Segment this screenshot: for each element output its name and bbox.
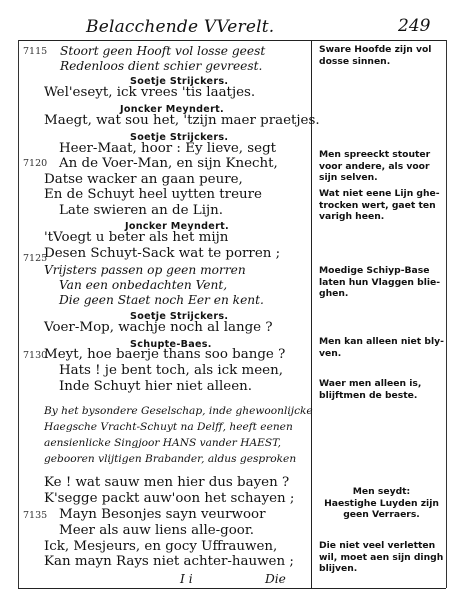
verse-line: Inde Schuyt hier niet alleen. [59,379,253,394]
verse-line: Meer als auw liens alle-goor. [59,523,255,538]
margin-note: Die niet veel verletten wil, moet aen sijn dingh blijven. [319,540,444,574]
margin-note: Wat niet eene Lijn ghe- trocken wert, gaet ten varigh heen. [319,188,440,222]
verse-line: Voer-Mop, wachje noch al lange ? [44,320,273,335]
line-number: 7130 [23,350,48,361]
margin-note: Men kan alleen niet bly- ven. [319,336,444,359]
line-number: 7135 [23,510,48,521]
margin-note: Sware Hoofde zijn vol dosse sinnen. [319,44,432,67]
page-number: 249 [398,16,431,36]
verse-line: An de Voer-Man, en sijn Knecht, [59,156,278,171]
verse-line: Desen Schuyt-Sack wat te porren ; [44,246,281,261]
line-number: 7125 [23,253,48,264]
frame-rule-right [446,40,447,588]
prose-line: Haegsche Vracht-Schuyt na Delff, heeft eenen [44,421,293,433]
verse-line: Van een onbedachten Vent, [59,278,228,292]
speaker-label: Soetje Strijckers. [130,132,229,143]
verse-line: Late swieren an de Lijn. [59,203,224,218]
verse-line: K'segge packt auw'oon het schayen ; [44,491,295,506]
verse-line: Mayn Besonjes sayn veurwoor [59,507,266,522]
verse-line: Meyt, hoe baerje thans soo bange ? [44,347,286,362]
verse-line: Hats ! je bent toch, als ick meen, [59,363,283,378]
margin-note: Moedige Schiyp-Base laten hun Vlaggen blie- ghen. [319,265,441,299]
margin-note: Men seydt: Haestighe Luyden zijn geen Verraers. [324,486,439,520]
speaker-label: Joncker Meyndert. [125,221,229,232]
verse-line: Maegt, wat sou het, 'tzijn maer praetjes. [44,113,320,128]
frame-rule-top [18,40,446,41]
catchword: Die [265,572,286,586]
verse-line: En de Schuyt heel uytten treure [44,187,262,202]
speaker-label: Soetje Strijckers. [130,311,229,322]
verse-line: Die geen Staet noch Eer en kent. [59,293,264,307]
line-number: 7120 [23,158,48,169]
prose-line: gebooren vlijtigen Brabander, aldus gesproken [44,453,297,465]
frame-rule-left [18,40,19,588]
margin-note: Waer men alleen is, blijftmen de beste. [319,378,422,401]
verse-line: Wel'eseyt, ick vrees 'tis laatjes. [44,85,256,100]
verse-line: Ke ! wat sauw men hier dus bayen ? [44,475,290,490]
verse-line: Heer-Maat, hoor : Ey lieve, segt [59,141,277,156]
frame-rule-bottom [18,588,446,589]
verse-line: 'tVoegt u beter als het mijn [44,230,229,245]
margin-note: Men spreeckt stouter voor andere, als voor sijn selven. [319,149,431,183]
speaker-label: Soetje Strijckers. [130,76,229,87]
prose-line: aensienlicke Singjoor HANS vander HAEST, [44,437,281,449]
verse-line: Datse wacker an gaan peure, [44,172,243,187]
verse-line: Vrijsters passen op geen morren [44,263,246,277]
line-number: 7115 [23,46,48,57]
signature-mark: I i [180,572,193,586]
speaker-label: Schupte-Baes. [130,339,212,350]
speaker-label: Joncker Meyndert. [120,104,224,115]
verse-line: Kan mayn Rays niet achter-hauwen ; [44,554,294,569]
running-title: Belacchende VVerelt. [86,17,275,37]
verse-line: Ick, Mesjeurs, en gocy Uffrauwen, [44,539,278,554]
verse-line: Redenloos dient schier gevreest. [60,59,263,73]
prose-line: By het bysondere Geselschap, inde ghewoonlijcke [44,405,313,417]
verse-line: Stoort geen Hooft vol losse geest [60,44,266,58]
